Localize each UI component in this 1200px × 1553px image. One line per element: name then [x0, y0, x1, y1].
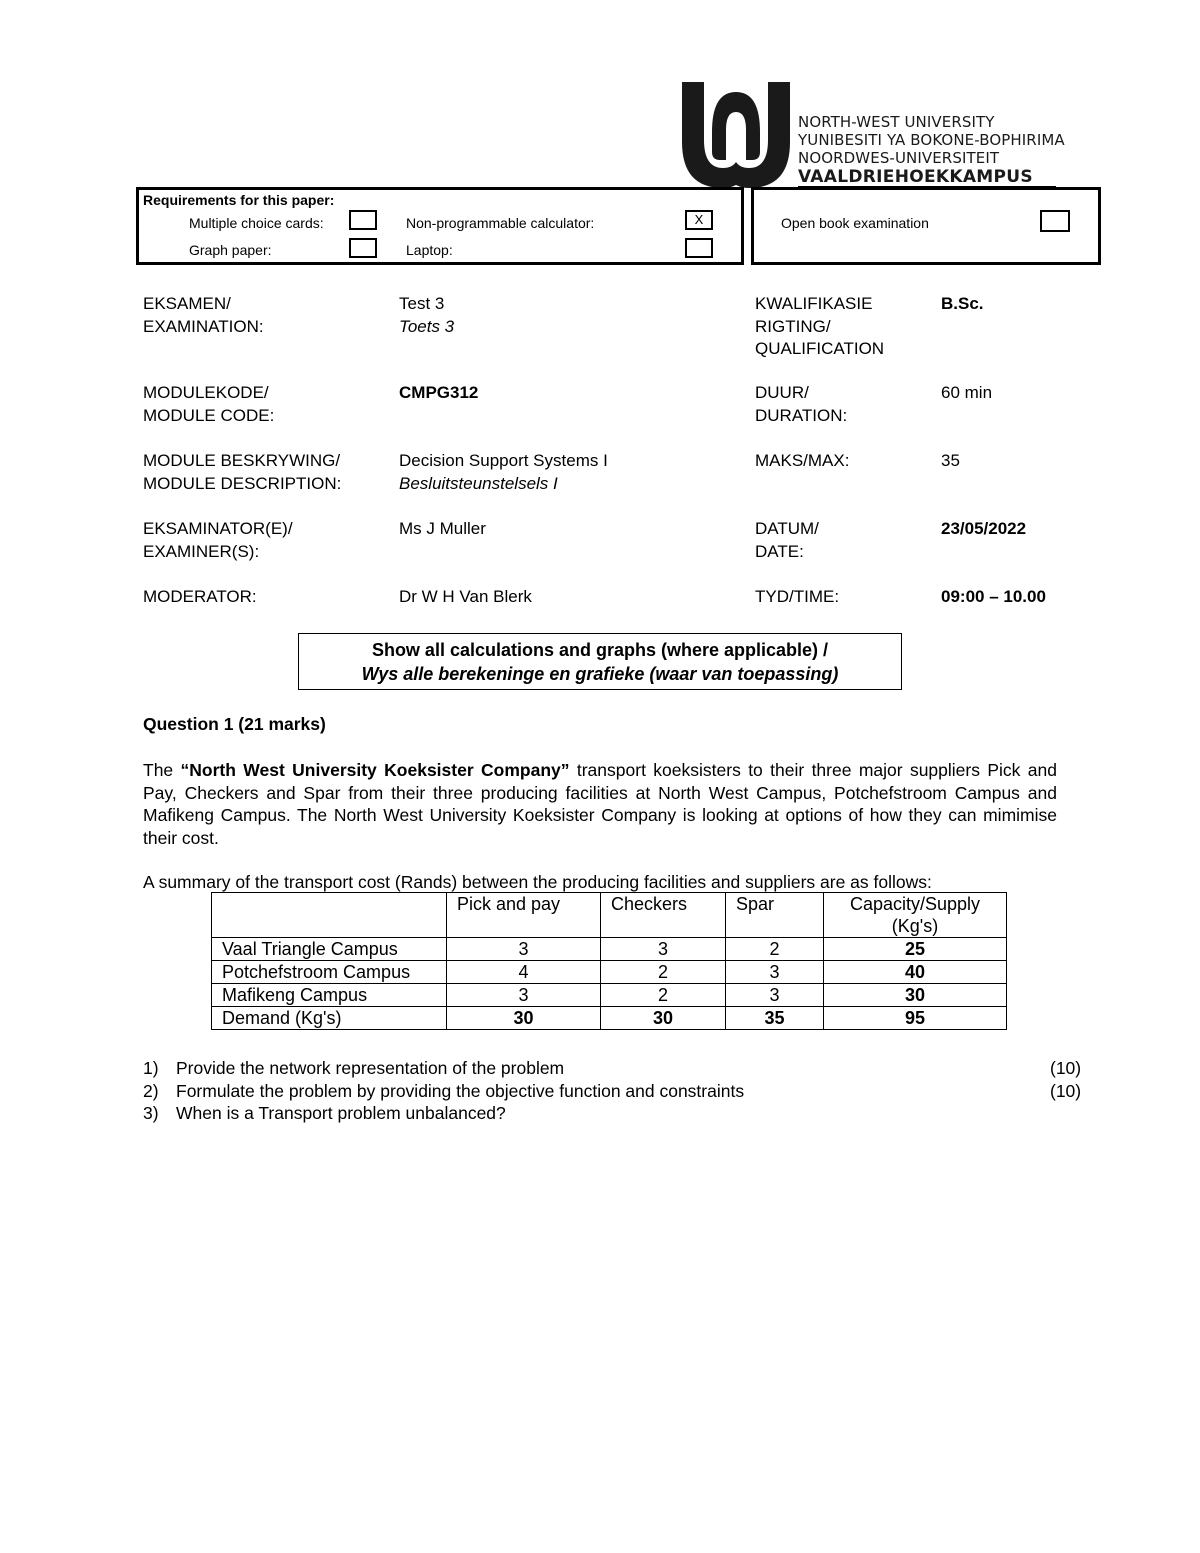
calculator-label: Non-programmable calculator: — [406, 215, 595, 231]
open-book-checkbox[interactable] — [1040, 210, 1070, 232]
sub-question-text: When is a Transport problem unbalanced? — [176, 1103, 506, 1123]
calculator-checkbox[interactable]: X — [685, 210, 713, 230]
sub-question-marks: (10) — [1050, 1081, 1082, 1101]
module-code-value: CMPG312 — [399, 383, 479, 402]
table-cell: 2 — [726, 938, 824, 961]
time-value: 09:00 – 10.00 — [941, 587, 1046, 606]
multiple-choice-label: Multiple choice cards: — [189, 215, 324, 231]
sub-question-text: Formulate the problem by providing the objective function and constraints — [176, 1081, 745, 1101]
open-book-label: Open book examination — [781, 215, 929, 231]
table-cell: 35 — [726, 1007, 824, 1030]
campus-name: VAALDRIEHOEKKAMPUS — [798, 167, 1033, 187]
multiple-choice-checkbox[interactable] — [349, 210, 377, 230]
table-cell: 30 — [824, 984, 1007, 1007]
university-name-en: NORTH-WEST UNIVERSITY — [798, 113, 995, 131]
table-header-cell: Pick and pay — [447, 893, 601, 938]
table-header-cell: Capacity/Supply (Kg's) — [824, 893, 1007, 938]
university-name-tn: YUNIBESITI YA BOKONE-BOPHIRIMA — [798, 131, 1065, 149]
qualification-value: B.Sc. — [941, 294, 984, 313]
company-name: “North West University Koeksister Company” — [180, 760, 570, 780]
table-cell: Potchefstroom Campus — [212, 961, 447, 984]
module-description-label: MODULE BESKRYWING/ MODULE DESCRIPTION: — [143, 451, 342, 493]
table-cell: 2 — [601, 961, 726, 984]
table-header-cell — [212, 893, 447, 938]
examiner-value: Ms J Muller — [399, 519, 486, 538]
laptop-checkbox[interactable] — [685, 238, 713, 258]
table-cell: Demand (Kg's) — [212, 1007, 447, 1030]
nwu-logo-icon — [682, 82, 790, 188]
moderator-label: MODERATOR: — [143, 587, 257, 606]
moderator-value: Dr W H Van Blerk — [399, 587, 532, 606]
table-cell: 2 — [601, 984, 726, 1007]
graph-paper-label: Graph paper: — [189, 242, 272, 258]
exam-value: Test 3 Toets 3 — [399, 294, 455, 336]
table-cell: 3 — [726, 961, 824, 984]
table-row — [212, 984, 1007, 1007]
sub-question-number: 3) — [143, 1103, 159, 1123]
table-cell: 3 — [726, 984, 824, 1007]
qualification-label: KWALIFIKASIE RIGTING/ QUALIFICATION — [755, 294, 885, 358]
duration-value: 60 min — [941, 383, 993, 402]
instruction-en: Show all calculations and graphs (where applicable) / — [371, 640, 829, 660]
duration-label: DUUR/ DURATION: — [755, 383, 848, 425]
table-cell: 95 — [824, 1007, 1007, 1030]
table-cell: 3 — [447, 938, 601, 961]
max-marks-label: MAKS/MAX: — [755, 451, 850, 470]
table-cell: 3 — [447, 984, 601, 1007]
date-value: 23/05/2022 — [941, 519, 1027, 538]
table-cell: 4 — [447, 961, 601, 984]
table-header-row — [212, 893, 1007, 938]
table-header-cell: Spar — [726, 893, 824, 938]
table-header-cell: Checkers — [601, 893, 726, 938]
university-name-af: NOORDWES-UNIVERSITEIT — [798, 149, 1000, 167]
table-row — [212, 938, 1007, 961]
table-cell: 25 — [824, 938, 1007, 961]
sub-question-text: Provide the network representation of the problem — [176, 1058, 565, 1078]
max-marks-value: 35 — [941, 451, 960, 470]
date-label: DATUM/ DATE: — [755, 519, 819, 561]
requirements-title: Requirements for this paper: — [143, 192, 335, 208]
module-description-value: Decision Support Systems I Besluitsteunstelsels I — [399, 451, 608, 493]
instruction-box — [298, 633, 902, 690]
sub-question-marks: (10) — [1050, 1058, 1082, 1078]
question-title: Question 1 (21 marks) — [143, 714, 326, 734]
time-label: TYD/TIME: — [755, 587, 840, 606]
laptop-label: Laptop: — [406, 242, 453, 258]
table-row — [212, 1007, 1007, 1030]
table-cell: 3 — [601, 938, 726, 961]
table-cell: 40 — [824, 961, 1007, 984]
table-cell: 30 — [447, 1007, 601, 1030]
module-code-label: MODULEKODE/ MODULE CODE: — [143, 383, 275, 425]
question-intro: The “North West University Koeksister Company” transport koeksisters to their three major suppliers Pick and Pay, Checkers and Spar from their three producing facilities at North West Campus, Potchefstroom Campus and Mafikeng Campus. The North West University Koeksister Company is looking at options of how they can mimimise their cost. — [143, 760, 1057, 848]
summary-text: A summary of the transport cost (Rands) between the producing facilities and suppliers are as follows: — [143, 872, 932, 892]
graph-paper-checkbox[interactable] — [349, 238, 377, 258]
sub-question-number: 2) — [143, 1081, 159, 1101]
table-cell: 30 — [601, 1007, 726, 1030]
table-cell: Vaal Triangle Campus — [212, 938, 447, 961]
exam-label: EKSAMEN/ EXAMINATION: — [143, 294, 264, 336]
sub-question-number: 1) — [143, 1058, 159, 1078]
instruction-af: Wys alle berekeninge en grafieke (waar van toepassing) — [361, 664, 839, 684]
table-cell: Mafikeng Campus — [212, 984, 447, 1007]
table-row — [212, 961, 1007, 984]
transport-cost-table — [211, 892, 1007, 1030]
examiner-label: EKSAMINATOR(E)/ EXAMINER(S): — [143, 519, 293, 561]
